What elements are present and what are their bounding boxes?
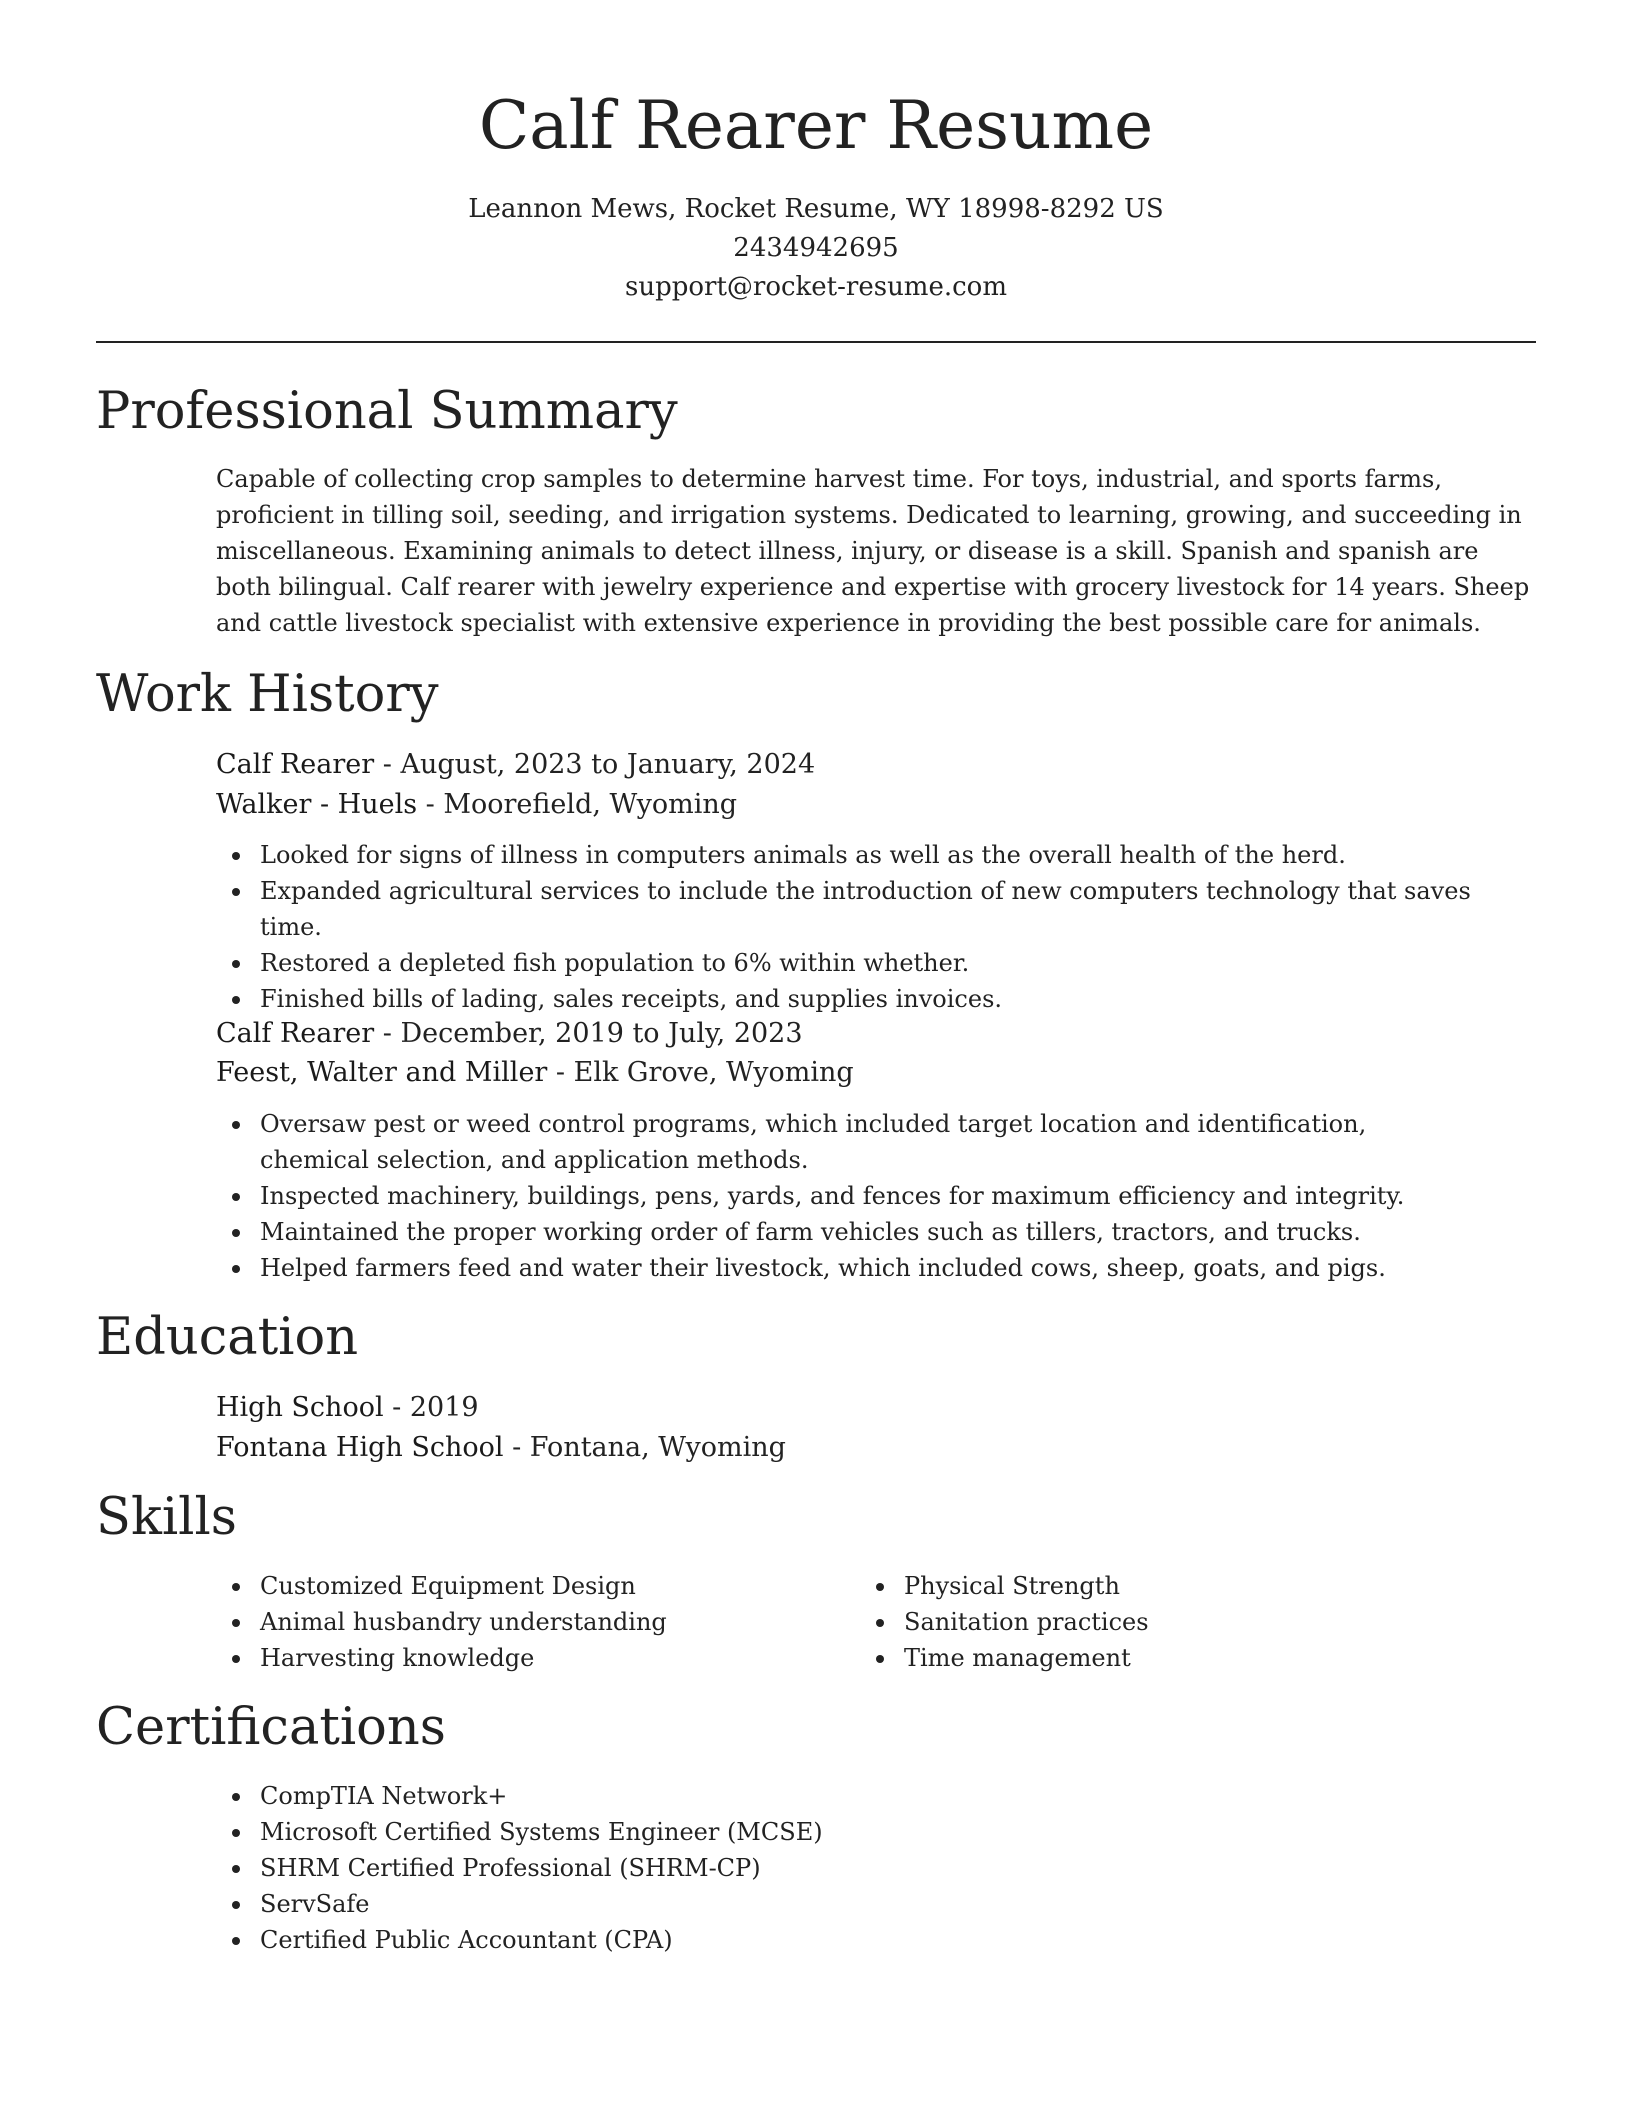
list-item: Oversaw pest or weed control programs, which included target location and identification, chemical selection, and application methods. [260,1106,1476,1178]
contact-email: support@rocket-resume.com [624,272,1007,302]
list-item: Microsoft Certified Systems Engineer (MCSE) [260,1814,1160,1850]
skills-list-left [216,1568,860,1676]
job-1-company-line [216,785,737,825]
list-item: Physical Strength [904,1568,1504,1604]
job-1-company: Walker - Huels [216,789,418,820]
list-item: ServSafe [260,1886,1160,1922]
job-2-company: Feest, Walter and Miller [216,1057,548,1088]
header-divider [96,341,1536,343]
job-2-dates: - December, 2019 to July, 2023 [374,1018,803,1049]
certifications-heading: Certifications [96,1698,446,1757]
work-history-heading: Work History [96,665,439,724]
list-item: Inspected machinery, buildings, pens, yards, and fences for maximum efficiency and integrity. [260,1178,1476,1214]
job-1-location: - Moorefield, Wyoming [417,789,738,820]
list-item: Maintained the proper working order of farm vehicles such as tillers, tractors, and trucks. [260,1214,1476,1250]
list-item: Restored a depleted fish population to 6% within whether. [260,945,1536,981]
job-1-dates: - August, 2023 to January, 2024 [374,749,816,780]
summary-text: Capable of collecting crop samples to determine harvest time. For toys, industrial, and sports farms, proficient in tilling soil, seeding, and irrigation systems. Dedicated to learning, growing, and succeeding in miscellaneous. Examining animals to detect illness, injury, or disease is a skill. Spanish and spanish are both bilingual. Calf rearer with jewelry experience and expertise with grocery livestock for 14 years. Sheep and cattle livestock specialist with extensive experience in providing the best possible care for animals. [216,465,1530,637]
job-1-title: Calf Rearer [216,749,375,780]
list-item: Harvesting knowledge [260,1640,860,1676]
skills-heading: Skills [96,1488,237,1547]
education-location: - Fontana, Wyoming [503,1432,786,1463]
list-item: Time management [904,1640,1504,1676]
job-2-location: - Elk Grove, Wyoming [547,1057,854,1088]
education-degree-line [216,1388,479,1428]
contact-phone: 2434942695 [733,233,899,263]
list-item: Sanitation practices [904,1604,1504,1640]
list-item: Certified Public Accountant (CPA) [260,1922,1160,1958]
certifications-list [216,1778,1160,1958]
job-2-bullets [216,1106,1476,1286]
summary-heading: Professional Summary [96,382,678,441]
list-item: Finished bills of lading, sales receipts, and supplies invoices. [260,981,1536,1017]
skills-list-right [860,1568,1504,1676]
job-2-title-line [216,1014,803,1054]
education-heading: Education [96,1308,359,1367]
list-item: CompTIA Network+ [260,1778,1160,1814]
list-item: Customized Equipment Design [260,1568,860,1604]
list-item: Animal husbandry understanding [260,1604,860,1640]
contact-address: Leannon Mews, Rocket Resume, WY 18998-8292 US [468,194,1164,224]
resume-title: Calf Rearer Resume [478,87,1154,164]
job-1-bullets [216,837,1536,1017]
list-item: Looked for signs of illness in computers animals as well as the overall health of the herd. [260,837,1536,873]
list-item: Expanded agricultural services to include the introduction of new computers technology that saves time. [260,873,1536,945]
list-item: SHRM Certified Professional (SHRM-CP) [260,1850,1160,1886]
job-1-title-line [216,745,815,785]
job-2-company-line [216,1053,854,1093]
list-item: Helped farmers feed and water their livestock, which included cows, sheep, goats, and pigs. [260,1250,1476,1286]
education-degree: High School [216,1392,384,1423]
education-school: Fontana High School [216,1432,504,1463]
education-year: - 2019 [383,1392,479,1423]
job-2-title: Calf Rearer [216,1018,375,1049]
education-school-line [216,1428,786,1468]
